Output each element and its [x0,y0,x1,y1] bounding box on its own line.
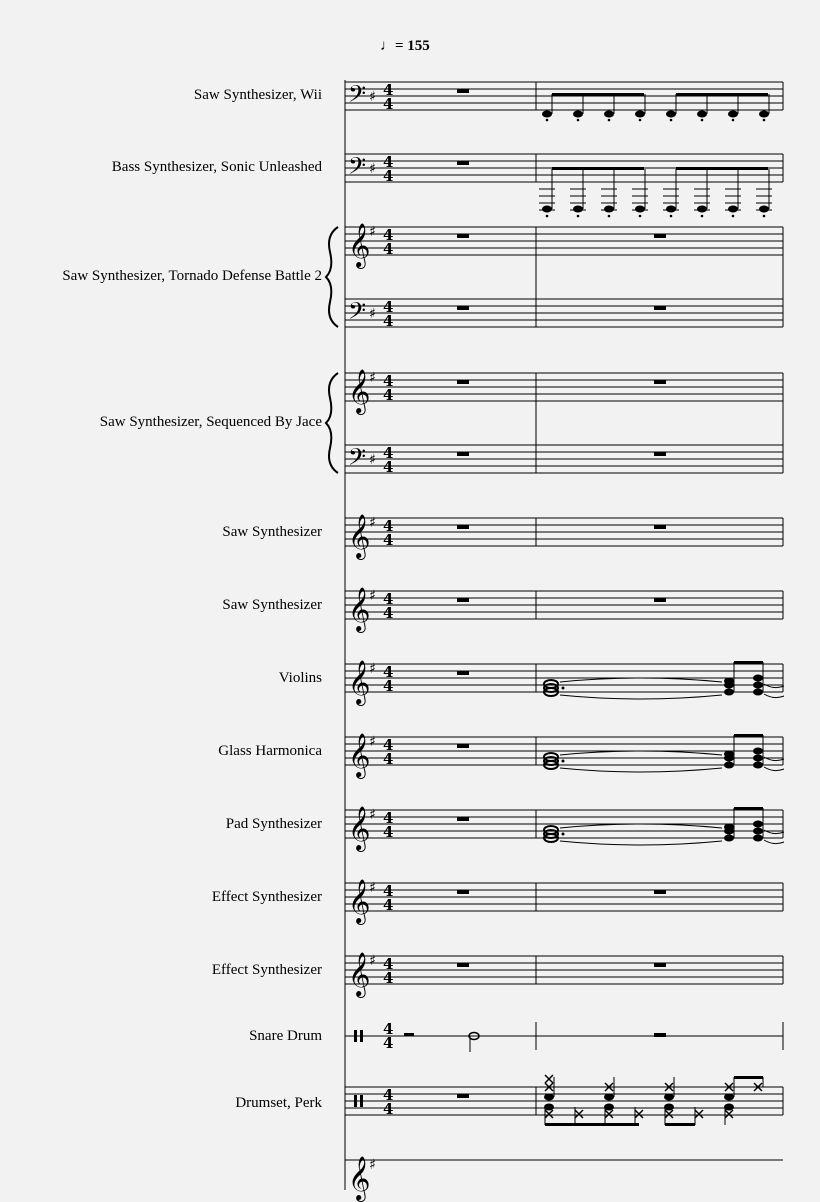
tie [764,840,784,844]
note-head [753,755,763,762]
note-head [753,748,763,755]
whole-rest [654,963,666,967]
whole-rest [457,817,469,821]
tie [560,751,722,755]
time-sig-numerator: 4 [383,955,394,973]
staccato-dot [639,215,642,218]
treble-clef: 𝄞 [348,223,371,267]
time-sig-numerator: 4 [383,517,394,535]
key-sharp: ♯ [369,515,376,531]
snare-note [544,1094,554,1101]
percussion-clef [354,1030,357,1042]
time-sig-numerator: 4 [383,81,394,99]
bass-clef: 𝄢 [348,297,367,330]
note-head [604,206,614,213]
time-sig-denominator: 4 [383,969,394,987]
staccato-dot [732,119,735,122]
whole-rest [457,1094,469,1098]
key-sharp: ♯ [369,661,376,677]
whole-rest [457,890,469,894]
note-head [697,111,707,118]
note-head [753,682,763,689]
tie [764,694,784,698]
key-sharp: ♯ [369,89,376,105]
x-note-head [695,1110,703,1118]
whole-rest [457,525,469,529]
note-head [542,206,552,213]
staccato-dot [608,215,611,218]
whole-rest [457,161,469,165]
time-sig-numerator: 4 [383,663,394,681]
note-head [573,206,583,213]
treble-clef: 𝄞 [348,514,371,558]
time-sig-numerator: 4 [383,298,394,316]
time-sig-numerator: 4 [383,372,394,390]
whole-rest [654,380,666,384]
note-head [635,111,645,118]
note-head [542,111,552,118]
time-sig-denominator: 4 [383,896,394,914]
brace-tornado [326,227,338,327]
x-note-head [545,1110,553,1118]
staccato-dot [608,119,611,122]
time-sig-denominator: 4 [383,604,394,622]
instrument-label-effect-2: Effect Synthesizer [211,962,322,978]
note-head [724,755,734,762]
time-sig-numerator: 4 [383,1020,394,1038]
key-sharp: ♯ [369,452,376,468]
instrument-label-saw-2: Saw Synthesizer [222,597,322,613]
whole-rest [654,452,666,456]
instrument-label-saw-tornado: Saw Synthesizer, Tornado Defense Battle 2 [62,268,322,284]
treble-clef: 𝄞 [348,733,371,777]
note-head [728,206,738,213]
x-note-head [635,1110,643,1118]
percussion-clef [360,1030,363,1042]
beam [734,807,763,810]
bass-clef: 𝄢 [348,443,367,476]
staccato-dot [732,215,735,218]
whole-rest [654,306,666,310]
beam [545,1123,639,1126]
instrument-label-effect-1: Effect Synthesizer [211,889,322,905]
bass-clef: 𝄢 [348,152,367,185]
key-sharp: ♯ [369,588,376,604]
time-sig-denominator: 4 [383,1100,394,1118]
time-sig-denominator: 4 [383,312,394,330]
instrument-label-snare: Snare Drum [249,1028,322,1044]
tie [560,841,722,845]
time-sig-numerator: 4 [383,736,394,754]
time-sig-numerator: 4 [383,444,394,462]
treble-clef: 𝄞 [348,879,371,923]
key-sharp: ♯ [369,1157,376,1173]
x-note-head [545,1075,553,1083]
staccato-dot [763,215,766,218]
note-head [666,111,676,118]
key-sharp: ♯ [369,224,376,240]
whole-rest [457,963,469,967]
note-head [724,835,734,842]
tie [560,824,722,828]
instrument-label-drumset: Drumset, Perk [235,1095,322,1111]
tempo-marking: ♩= 155 [380,38,430,54]
brace-jace [326,373,338,473]
tie [560,678,722,682]
staccato-dot [639,119,642,122]
whole-rest [457,744,469,748]
treble-clef: 𝄞 [348,952,371,996]
whole-rest [654,598,666,602]
beam [734,734,763,737]
whole-rest [457,89,469,93]
note-head [753,675,763,682]
beam [552,167,644,170]
time-sig-numerator: 4 [383,226,394,244]
key-sharp: ♯ [369,734,376,750]
key-sharp: ♯ [369,306,376,322]
beam [676,93,768,96]
staccato-dot [670,119,673,122]
time-sig-denominator: 4 [383,240,394,258]
whole-rest [457,671,469,675]
note-head [753,828,763,835]
key-sharp: ♯ [369,807,376,823]
staccato-dot [546,119,549,122]
note-head [697,206,707,213]
beam [676,167,768,170]
note-head [753,835,763,842]
whole-rest [457,380,469,384]
staccato-dot [701,215,704,218]
time-sig-denominator: 4 [383,95,394,113]
treble-clef: 𝄞 [348,660,371,704]
note-head [753,762,763,769]
time-sig-denominator: 4 [383,531,394,549]
time-sig-denominator: 4 [383,458,394,476]
treble-clef: 𝄞 [348,806,371,850]
snare-note [604,1094,614,1101]
key-sharp: ♯ [369,953,376,969]
x-note-head [725,1110,733,1118]
whole-rest [457,306,469,310]
note-head [604,111,614,118]
staccato-dot [763,119,766,122]
x-note-head [605,1110,613,1118]
whole-rest [654,525,666,529]
treble-clef: 𝄞 [348,369,371,413]
time-sig-denominator: 4 [383,750,394,768]
percussion-clef [354,1095,357,1107]
key-sharp: ♯ [369,370,376,386]
half-rest [404,1033,414,1036]
whole-rest [457,234,469,238]
staccato-dot [546,215,549,218]
note-head [753,821,763,828]
x-note-head [575,1110,583,1118]
treble-clef: 𝄞 [348,1156,371,1200]
tie [560,695,722,699]
dot [562,833,565,836]
note-head [753,689,763,696]
staccato-dot [670,215,673,218]
note-head [573,111,583,118]
time-sig-denominator: 4 [383,677,394,695]
time-sig-denominator: 4 [383,823,394,841]
note-head [724,762,734,769]
tie [764,767,784,771]
note-head [724,689,734,696]
beam [734,661,763,664]
time-sig-numerator: 4 [383,882,394,900]
time-sig-numerator: 4 [383,590,394,608]
x-note-head [665,1110,673,1118]
instrument-label-saw-jace: Saw Synthesizer, Sequenced By Jace [99,414,322,430]
whole-rest [654,234,666,238]
percussion-clef [360,1095,363,1107]
beam [552,93,644,96]
time-sig-numerator: 4 [383,809,394,827]
note-head [759,111,769,118]
time-sig-numerator: 4 [383,153,394,171]
note-head [666,206,676,213]
instrument-label-bass-sonic: Bass Synthesizer, Sonic Unleashed [111,159,322,175]
note-head [724,682,734,689]
whole-rest [457,452,469,456]
instrument-label-saw-wii: Saw Synthesizer, Wii [193,87,322,103]
key-sharp: ♯ [369,880,376,896]
time-sig-denominator: 4 [383,167,394,185]
instrument-label-saw-1: Saw Synthesizer [222,524,322,540]
note-head [728,111,738,118]
whole-rest [654,1033,666,1037]
time-sig-denominator: 4 [383,1034,394,1052]
snare-note [724,1094,734,1101]
staccato-dot [577,119,580,122]
beam [665,1123,695,1126]
instrument-label-glass-harmonica: Glass Harmonica [218,743,322,759]
note-head [724,828,734,835]
whole-rest [457,598,469,602]
time-sig-numerator: 4 [383,1086,394,1104]
treble-clef: 𝄞 [348,587,371,631]
snare-note [664,1094,674,1101]
dot [562,760,565,763]
note-head [635,206,645,213]
bass-clef: 𝄢 [348,80,367,113]
staccato-dot [577,215,580,218]
tie [560,768,722,772]
key-sharp: ♯ [369,161,376,177]
instrument-label-pad: Pad Synthesizer [225,816,322,832]
note-head [759,206,769,213]
whole-rest [654,890,666,894]
staccato-dot [701,119,704,122]
beam [734,1076,763,1079]
time-sig-denominator: 4 [383,386,394,404]
instrument-label-violins: Violins [278,670,322,686]
dot [562,687,565,690]
